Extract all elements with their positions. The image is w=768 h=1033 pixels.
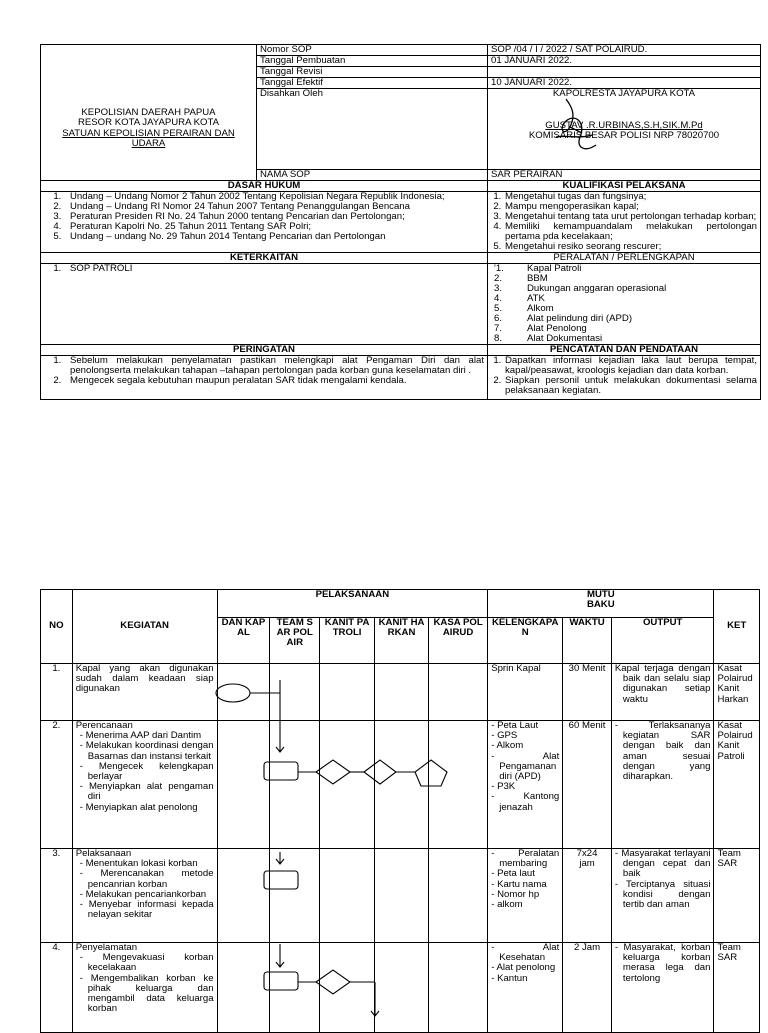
flow-cell — [320, 664, 375, 721]
peralatan-title: PERALATAN / PERLENGKAPAN — [488, 253, 761, 264]
list-item: - Menyebar informasi kepada nelayan sekitar — [79, 899, 214, 921]
kualifikasi-list — [488, 192, 761, 253]
table-row — [41, 664, 760, 721]
procedure-table — [40, 589, 760, 1033]
waktu-cell: 60 Menit — [563, 721, 612, 849]
list-item: - Menentukan lokasi korban — [79, 858, 198, 870]
list-item: 2. Mengecek segala kebutuhan maupun peralatan SAR tidak mengalami kendala. — [64, 376, 484, 386]
flow-cell — [375, 721, 429, 849]
table-row — [41, 849, 760, 943]
list-item: 1. Sebelum melakukan penyelamatan pastikan melengkapi alat Pengaman Diri dan alat penolongserta melakukan tahapan –tahapan pertolongan pada korban guna keselamatan diri . — [64, 356, 484, 376]
organization-block — [41, 45, 257, 181]
list-item: - Menerima AAP dari Dantim — [79, 730, 202, 742]
nama-sop-value: SAR PERAIRAN — [488, 170, 761, 181]
keterkaitan-title: KETERKAITAN — [41, 253, 488, 264]
activity-cell — [72, 943, 217, 1033]
header-waktu: WAKTU — [563, 618, 612, 664]
row-number: 1. — [41, 664, 73, 721]
row-number: 4. — [41, 943, 73, 1033]
header-mutu-baku: MUTU BAKU — [488, 590, 714, 618]
flow-cell — [428, 664, 487, 721]
field-label-revisi: Tanggal Revisi — [257, 67, 488, 78]
list-item: 2. Mampu mengoperasikan kapal; — [504, 202, 757, 212]
field-value-revisi — [488, 67, 761, 78]
ket-cell: Team SAR — [714, 943, 760, 1033]
signature-mark — [536, 93, 616, 159]
keterkaitan-list — [41, 264, 488, 345]
kelengkapan-cell — [488, 849, 563, 943]
peralatan-list — [488, 264, 761, 345]
flow-cell — [217, 943, 270, 1033]
list-item: - Alat Kesehatan — [491, 942, 560, 964]
row-number: 2. — [41, 721, 73, 849]
org-line-1: KEPOLISIAN DAERAH PAPUA — [81, 106, 216, 118]
table-row — [41, 721, 760, 849]
output-cell — [611, 721, 714, 849]
field-label-nomor: Nomor SOP — [257, 45, 488, 56]
list-item: - GPS — [491, 730, 518, 742]
list-item: - Merencanakan metode pencanrian korban — [79, 868, 214, 890]
list-item: Kapal terjaga dengan baik dan selalu siap digunakan setiap waktu — [614, 663, 711, 705]
org-line-2: RESOR KOTA JAYAPURA KOTA — [77, 117, 220, 128]
list-item: 5. Mengetahui resiko seorang rescurer; — [504, 242, 757, 252]
list-item: Sprin Kapal — [491, 663, 541, 674]
pencatatan-list — [488, 356, 761, 400]
flow-cell — [217, 664, 270, 721]
list-item: 2. BBM — [494, 273, 548, 284]
field-value-nomor: SOP /04 / I / 2022 / SAT POLAIRUD. — [488, 45, 761, 56]
peringatan-title: PERINGATAN — [41, 345, 488, 356]
activity-title: Kapal yang akan digunakan sudah dalam keadaan siap digunakan — [75, 663, 214, 695]
header-output: OUTPUT — [611, 618, 714, 664]
dasar-hukum-title: DASAR HUKUM — [41, 181, 488, 192]
flow-cell — [320, 849, 375, 943]
table-row — [41, 943, 760, 1033]
header-kegiatan: KEGIATAN — [72, 590, 217, 664]
dasar-hukum-list — [41, 192, 488, 253]
header-actor-kanit-patroli: KANIT PATROLI — [320, 618, 375, 664]
list-item: 1. SOP PATROLI — [64, 264, 484, 274]
list-item: - Nomor hp — [491, 888, 540, 900]
ket-cell: Team SAR — [714, 849, 760, 943]
list-item: 2. Undang – Undang RI Nomor 24 Tahun 2007 Tentang Penanggulangan Bencana — [64, 202, 484, 212]
header-actor-team-sar: TEAM SAR POLAIR — [270, 618, 320, 664]
list-item: - Kartu nama — [491, 878, 547, 890]
org-line-3: SATUAN KEPOLISIAN PERAIRAN DAN — [62, 127, 235, 139]
list-item: - Alat penolong — [491, 962, 556, 974]
list-item: 3. Peraturan Presiden RI No. 24 Tahun 2000 tentang Pencarian dan Pertolongan; — [64, 212, 484, 222]
header-actor-kasa-polairud: KASA POLAIRUD — [428, 618, 487, 664]
flow-cell — [428, 943, 487, 1033]
activity-title: Penyelamatan — [75, 942, 138, 953]
header-no: NO — [41, 590, 73, 664]
waktu-cell: 30 Menit — [563, 664, 612, 721]
flow-cell — [428, 721, 487, 849]
output-cell — [611, 943, 714, 1033]
pencatatan-title: PENCATATAN DAN PENDATAAN — [488, 345, 761, 356]
output-cell — [611, 664, 714, 721]
list-item: 4. Peraturan Kapolri No. 25 Tahun 2011 Tentang SAR Polri; — [64, 222, 484, 232]
list-item: 1. Dapatkan informasi kejadian laka laut berupa tempat, kapal/peasawat, kroologis kejadian dan data korban. — [504, 356, 757, 376]
list-item: 3. Mengetahui tentang tata urut pertolongan terhadap korban; — [504, 212, 757, 222]
list-item: - Melakukan pencariankorban — [79, 888, 207, 900]
ket-cell: Kasat Polairud Kanit Harkan — [714, 664, 760, 721]
nama-sop-label: NAMA SOP — [257, 170, 488, 181]
list-item: - P3K — [491, 781, 516, 793]
flow-cell — [270, 721, 320, 849]
kelengkapan-cell — [488, 664, 563, 721]
list-item: 3. Dukungan anggaran operasional — [494, 283, 667, 294]
list-item: - Masyarakat terlayani dengan cepat dan baik — [614, 848, 711, 880]
activity-cell — [72, 849, 217, 943]
list-item: 5. Undang – undang No. 29 Tahun 2014 Tentang Pencarian dan Pertolongan — [64, 232, 484, 242]
flow-cell — [270, 849, 320, 943]
list-item: - Peralatan membaring — [491, 848, 560, 870]
peringatan-list — [41, 356, 488, 400]
output-cell — [611, 849, 714, 943]
approver-title: KAPOLRESTA JAYAPURA KOTA — [552, 88, 696, 99]
list-item: - Kantun — [491, 972, 528, 984]
flow-cell — [375, 943, 429, 1033]
field-value-pembuatan: 01 JANUARI 2022. — [488, 56, 761, 67]
header-actor-dan-kapal: DAN KAPAL — [217, 618, 270, 664]
list-item: 1. Undang – Undang Nomor 2 Tahun 2002 Tentang Kepolisian Negara Republik Indonesia; — [64, 192, 484, 202]
header-ket: KET — [714, 590, 760, 664]
list-item: - Menyiapkan alat pengaman diri — [79, 781, 214, 803]
list-item: 2. Siapkan personil untuk melakukan dokumentasi selama pelaksanaan kegiatan. — [504, 376, 757, 396]
activity-title: Pelaksanaan — [75, 848, 132, 859]
flow-cell — [270, 664, 320, 721]
kualifikasi-title: KUALIFIKASI PELAKSANA — [488, 181, 761, 192]
kelengkapan-cell — [488, 721, 563, 849]
flow-cell — [320, 721, 375, 849]
list-item: 1. Mengetahui tugas dan fungsinya; — [504, 192, 757, 202]
list-item: 8. Alat Dokumentasi — [494, 333, 603, 344]
ket-cell: Kasat Polairud Kanit Patroli — [714, 721, 760, 849]
field-value-efektif: 10 JANUARI 2022. — [488, 78, 761, 89]
approval-block — [488, 89, 761, 170]
flow-cell — [217, 849, 270, 943]
list-item: - Terciptanya situasi kondisi dengan tertib dan aman — [614, 878, 711, 911]
list-item: - Melakukan koordinasi dengan Basarnas dan instansi terkait — [79, 740, 214, 762]
approver-rank: KOMISARIS BESAR POLISI NRP 78020700 — [528, 130, 720, 141]
list-item: - Peta Laut — [491, 720, 539, 731]
list-item: 7. Alat Penolong — [494, 323, 587, 334]
flow-cell — [428, 849, 487, 943]
activity-cell — [72, 664, 217, 721]
list-item: - Masyarakat, korban keluarga korban merasa lega dan tertolong — [614, 942, 711, 984]
list-item: - Alkom — [491, 740, 524, 752]
list-item: - alkom — [491, 899, 523, 911]
waktu-cell: 2 Jam — [563, 943, 612, 1033]
activity-title: Perencanaan — [75, 720, 133, 731]
waktu-cell: 7x24 jam — [563, 849, 612, 943]
sop-header-table — [40, 44, 761, 400]
activity-cell — [72, 721, 217, 849]
list-item: - Mengecek kelengkapan berlayar — [79, 760, 214, 783]
list-item: '1. Kapal Patroli — [494, 263, 582, 274]
list-item: - Mengembalikan korban ke pihak keluarga dan mengambil data keluarga korban — [79, 972, 214, 1015]
row-number: 3. — [41, 849, 73, 943]
list-item: - Alat Pengamanan diri (APD) — [491, 750, 560, 783]
disahkan-label: Disahkan Oleh — [257, 89, 488, 170]
list-item: - Terlaksananya kegiatan SAR dengan baik dan aman sesuai dengan yang diharapkan. — [614, 720, 711, 783]
list-item: 4. ATK — [494, 293, 545, 304]
flow-cell — [270, 943, 320, 1033]
flow-cell — [375, 664, 429, 721]
list-item: - Menyiapkan alat penolong — [79, 801, 198, 813]
list-item: - Kantong jenazah — [491, 791, 560, 813]
list-item: - Mengevakuasi korban kecelakaan — [79, 952, 214, 974]
field-label-efektif: Tanggal Efektif — [257, 78, 488, 89]
list-item: - Peta laut — [491, 868, 535, 880]
list-item: 6. Alat pelindung diri (APD) — [494, 313, 633, 324]
org-line-4: UDARA — [131, 138, 166, 149]
header-kelengkapan: KELENGKAPAN — [488, 618, 563, 664]
approver-name: GUSTAV .R.URBINAS,S.H,SIK.M.Pd — [545, 120, 703, 131]
flow-cell — [375, 849, 429, 943]
list-item: 5. Alkom — [494, 303, 554, 314]
flow-cell — [320, 943, 375, 1033]
header-actor-kanit-harkan: KANIT HARKAN — [375, 618, 429, 664]
field-label-pembuatan: Tanggal Pembuatan — [257, 56, 488, 67]
flow-cell — [217, 721, 270, 849]
list-item: 4. Memiliki kemampuandalam melakukan pertolongan pertama pda kecelakaan; — [504, 222, 757, 242]
header-pelaksanaan: PELAKSANAAN — [217, 590, 488, 618]
kelengkapan-cell — [488, 943, 563, 1033]
